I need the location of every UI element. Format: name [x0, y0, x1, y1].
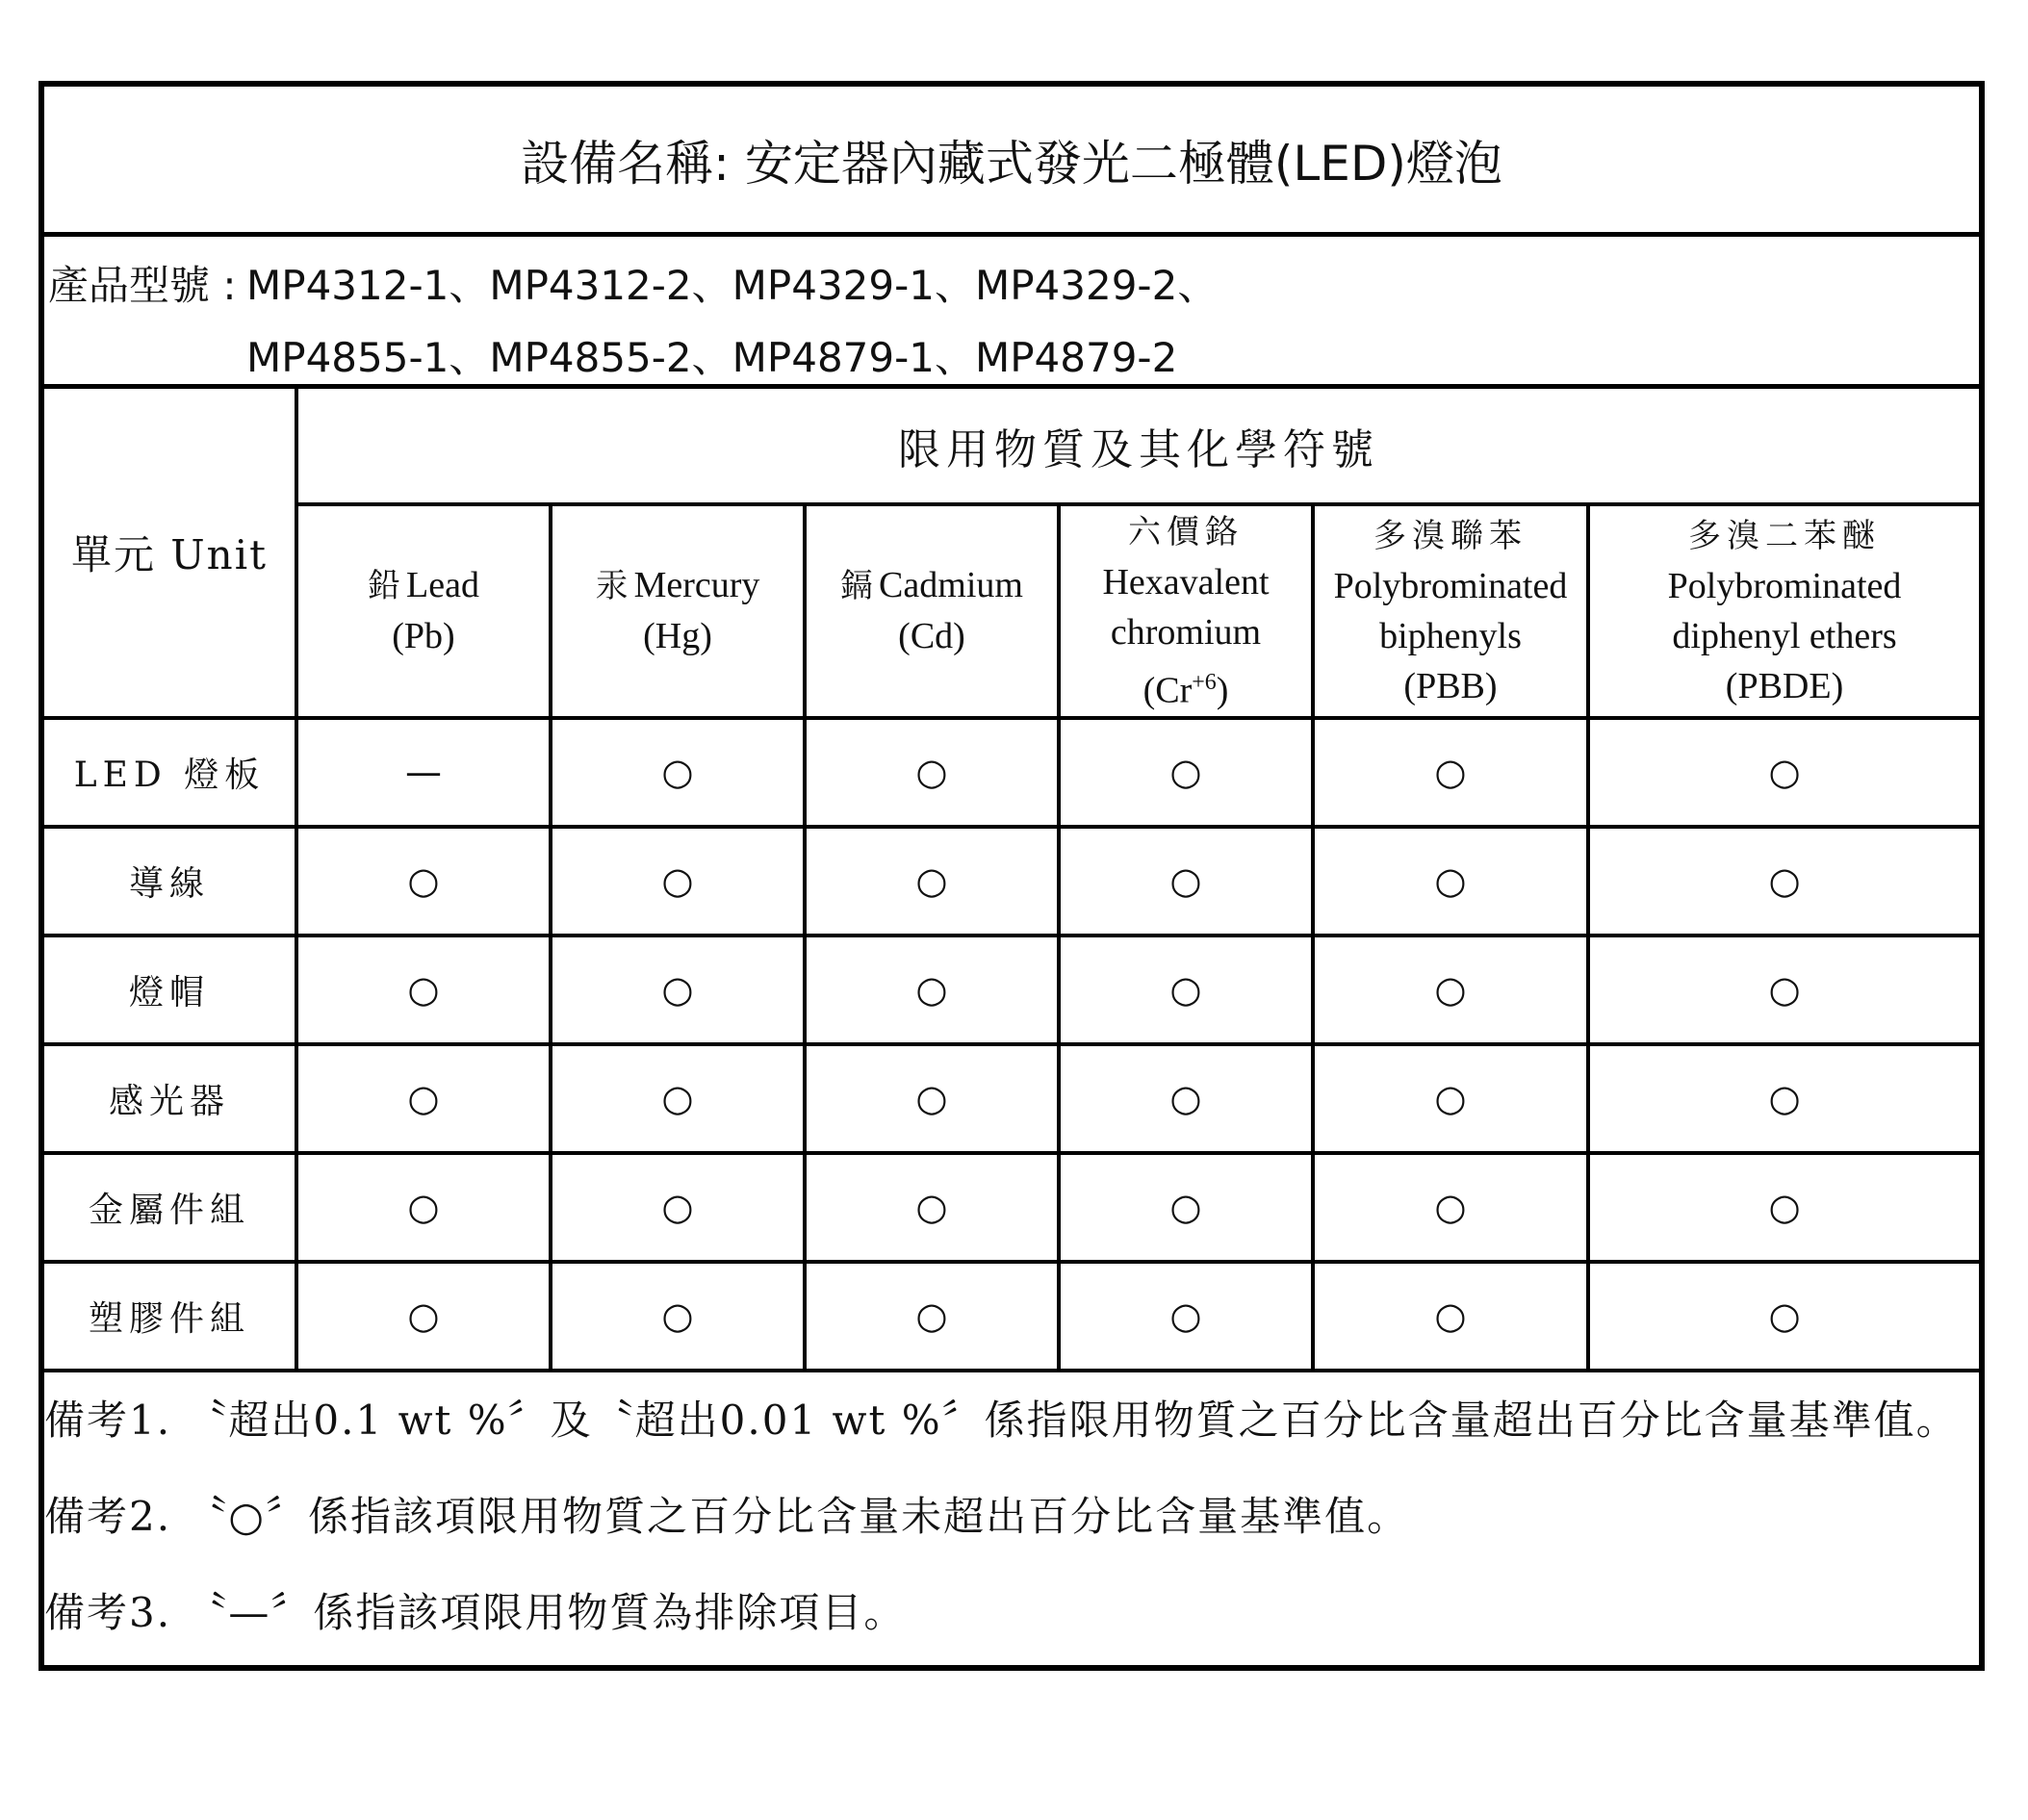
- cell-mark: ○: [1588, 827, 1979, 936]
- cell-mark: ○: [1313, 718, 1588, 827]
- cell-mark: ○: [1313, 1153, 1588, 1262]
- part-name: 塑膠件組: [44, 1262, 296, 1371]
- restricted-substances-header: 限用物質及其化學符號: [296, 389, 1979, 504]
- cell-mark: ○: [1588, 1262, 1979, 1371]
- cell-mark: ○: [296, 1044, 551, 1153]
- cell-mark: ○: [1059, 718, 1313, 827]
- unit-header: 單元 Unit: [44, 389, 296, 718]
- cell-mark: ○: [296, 936, 551, 1044]
- cell-mark: ○: [551, 718, 805, 827]
- note-3: 備考3. 〝—〞係指該項限用物質為排除項目。: [44, 1588, 907, 1636]
- part-name: LED 燈板: [44, 718, 296, 827]
- cell-mark: —: [296, 718, 551, 827]
- substance-header-cadmium: 鎘Cadmium (Cd): [805, 504, 1059, 718]
- cell-mark: ○: [805, 1044, 1059, 1153]
- part-name: 燈帽: [44, 936, 296, 1044]
- cell-mark: ○: [1588, 1153, 1979, 1262]
- table-row: [44, 827, 1979, 936]
- cell-mark: ○: [1588, 936, 1979, 1044]
- substance-header-pbb: 多溴聯苯 Polybrominated biphenyls (PBB): [1313, 504, 1588, 718]
- cell-mark: ○: [296, 1262, 551, 1371]
- substance-header-lead: 鉛Lead (Pb): [296, 504, 551, 718]
- cell-mark: ○: [1059, 936, 1313, 1044]
- cell-mark: ○: [805, 718, 1059, 827]
- cell-mark: ○: [1059, 1153, 1313, 1262]
- cell-mark: ○: [296, 827, 551, 936]
- cell-mark: ○: [805, 1262, 1059, 1371]
- cell-mark: ○: [805, 1153, 1059, 1262]
- cell-mark: ○: [551, 827, 805, 936]
- substance-header-mercury: 汞Mercury (Hg): [551, 504, 805, 718]
- cell-mark: ○: [1059, 1044, 1313, 1153]
- cell-mark: ○: [551, 1262, 805, 1371]
- substance-header-pbde: 多溴二苯醚 Polybrominated diphenyl ethers (PBDE): [1588, 504, 1979, 718]
- note-2: 備考2. 〝○〞係指該項限用物質之百分比含量未超出百分比含量基準值。: [44, 1492, 1410, 1540]
- cell-mark: ○: [551, 936, 805, 1044]
- table-row: [44, 1153, 1979, 1262]
- cell-mark: ○: [1059, 1262, 1313, 1371]
- cell-mark: ○: [296, 1153, 551, 1262]
- model-line-1: MP4312-1、MP4312-2、MP4329-1、MP4329-2、: [246, 262, 1219, 309]
- cell-mark: ○: [1313, 1044, 1588, 1153]
- table-row: [44, 1262, 1979, 1371]
- cell-mark: ○: [551, 1044, 805, 1153]
- cell-mark: ○: [1313, 827, 1588, 936]
- cell-mark: ○: [1313, 1262, 1588, 1371]
- cell-mark: ○: [1588, 1044, 1979, 1153]
- note-1: 備考1. 〝超出0.1 wt %〞及〝超出0.01 wt %〞係指限用物質之百分比含量超出百分比含量基準值。: [44, 1396, 1959, 1444]
- part-name: 金屬件組: [44, 1153, 296, 1262]
- model-label: 產品型號 :: [48, 262, 237, 309]
- cell-mark: ○: [1588, 718, 1979, 827]
- part-name: 導線: [44, 827, 296, 936]
- table-row: [44, 936, 1979, 1044]
- rohs-declaration-frame: [39, 81, 1985, 1671]
- table-row: [44, 718, 1979, 827]
- model-numbers: [44, 237, 1979, 389]
- table-row: [44, 1044, 1979, 1153]
- equipment-title: 設備名稱: 安定器內藏式發光二極體(LED)燈泡: [44, 87, 1979, 237]
- substance-header-hexavalent-chromium: 六價鉻 Hexavalent chromium $(Cr^{+6})$: [1059, 504, 1313, 718]
- cell-mark: ○: [805, 827, 1059, 936]
- part-name: 感光器: [44, 1044, 296, 1153]
- notes-section: [44, 1371, 1979, 1661]
- substance-table: [44, 389, 1979, 1661]
- cell-mark: ○: [1313, 936, 1588, 1044]
- cell-mark: ○: [551, 1153, 805, 1262]
- cell-mark: ○: [1059, 827, 1313, 936]
- cell-mark: ○: [805, 936, 1059, 1044]
- model-line-2: MP4855-1、MP4855-2、MP4879-1、MP4879-2: [246, 334, 1178, 381]
